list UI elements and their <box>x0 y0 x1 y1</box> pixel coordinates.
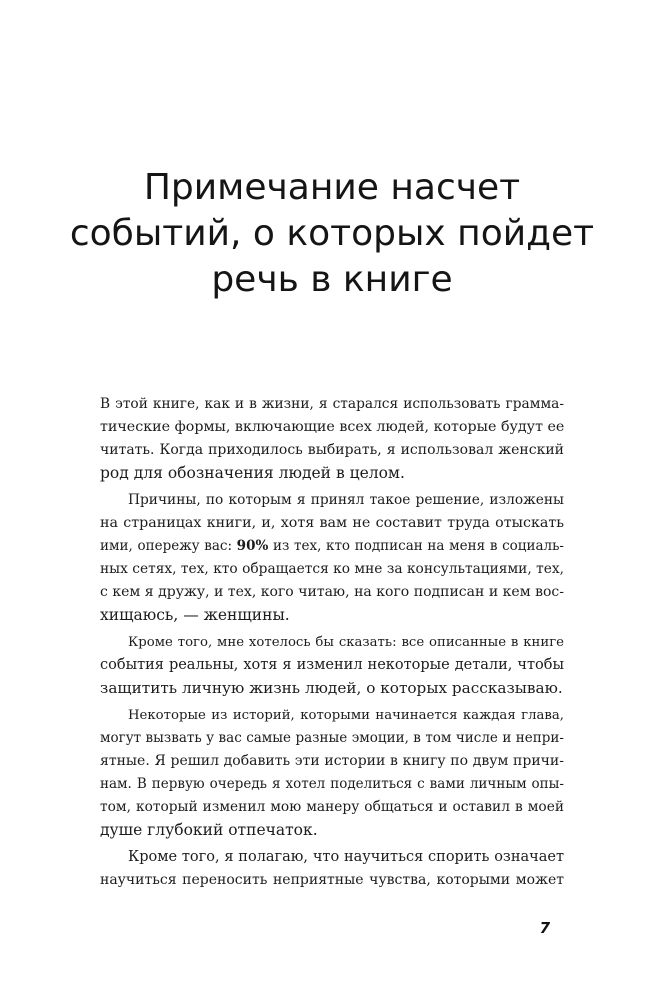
chapter-title-line: событий, о которых пойдет <box>69 213 595 254</box>
paragraph <box>100 393 564 485</box>
paragraph <box>100 704 564 842</box>
text-line: с кем я дружу, и тех, кого читаю, на кого подписан и кем вос- <box>100 584 564 600</box>
text-line: нам. В первую очередь я хотел поделиться с вами личным опы- <box>100 776 564 792</box>
text-line: на страницах книги, и, хотя вам не составит труда отыскать <box>100 515 564 531</box>
text-line: научиться переносить неприятные чувства, которыми может <box>100 872 564 888</box>
text-line: ятные. Я решил добавить эти истории в книгу по двум причи- <box>100 753 564 769</box>
text-line: Причины, по которым я принял такое решение, изложены <box>128 492 564 508</box>
page-number: 7 <box>539 919 550 937</box>
body-text <box>100 393 564 892</box>
text-line <box>100 535 564 558</box>
paragraph <box>100 489 564 627</box>
text-fragment: из тех, кто подписан на меня в социаль- <box>268 538 564 554</box>
text-line: Кроме того, я полагаю, что научиться спорить означает <box>128 849 564 865</box>
text-line: ных сетях, тех, кто обращается ко мне за консультациями, тех, <box>100 561 564 577</box>
chapter-title <box>0 165 664 303</box>
chapter-title-line: речь в книге <box>211 259 453 300</box>
text-line: том, который изменил мою манеру общаться и оставил в моей <box>100 799 564 815</box>
paragraph <box>100 631 564 700</box>
text-line: события реальны, хотя я изменил некоторые детали, чтобы <box>100 657 564 673</box>
text-line: хищаюсь, — женщины. <box>100 606 290 624</box>
text-line: В этой книге, как и в жизни, я старался использовать грамма- <box>100 396 564 412</box>
text-line: могут вызвать у вас самые разные эмоции, в том числе и непри- <box>100 730 564 746</box>
text-fragment: ими, опережу вас: <box>100 538 232 554</box>
text-line: Некоторые из историй, которыми начинается каждая глава, <box>128 708 564 723</box>
text-line: Кроме того, мне хотелось бы сказать: все описанные в книге <box>128 635 564 650</box>
text-line: читать. Когда приходилось выбирать, я использовал женский <box>100 442 564 458</box>
text-line: тические формы, включающие всех людей, которые будут ее <box>100 419 565 435</box>
text-line: защитить личную жизнь людей, о которых рассказываю. <box>100 679 563 697</box>
chapter-title-line: Примечание насчет <box>143 167 521 208</box>
text-line: род для обозначения людей в целом. <box>100 464 405 482</box>
text-line: душе глубокий отпечаток. <box>100 821 318 839</box>
highlighted-percent: 90% <box>236 538 269 554</box>
paragraph <box>100 846 564 892</box>
